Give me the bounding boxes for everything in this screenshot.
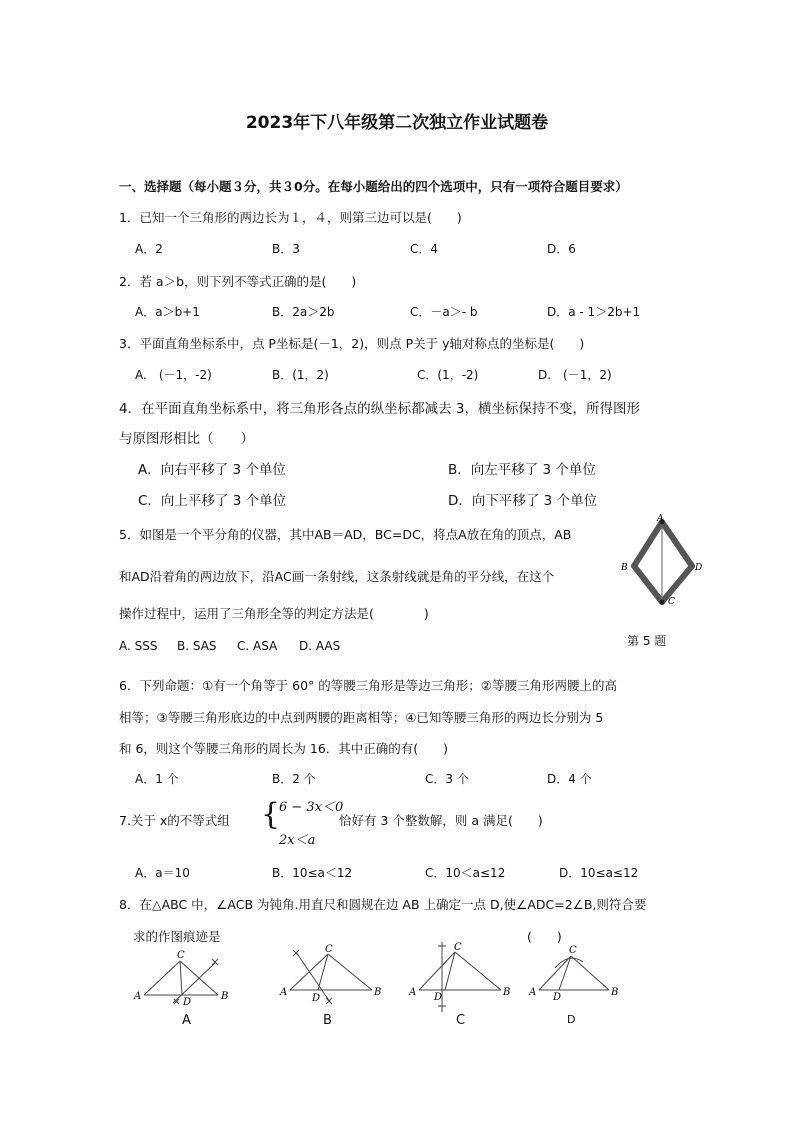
question-7-stem-right: 恰好有 3 个整数解，则 a 满足( ) bbox=[339, 813, 543, 828]
q5-option-b: B. SAS bbox=[177, 639, 217, 653]
question-5-line-2: 和AD沿着角的两边放下，沿AC画一条射线，这条射线就是角的平分线，在这个 bbox=[119, 569, 555, 584]
question-8-line-1: 8．在△ABC 中，∠ACB 为钝角.用直尺和圆规在边 AB 上确定一点 D,使∠ADC=2∠B,则符合要 bbox=[119, 897, 647, 912]
figure-5-caption: 第 5 题 bbox=[627, 634, 667, 648]
q4-option-b: B．向左平移了 3 个单位 bbox=[448, 462, 596, 478]
q4-option-a: A．向右平移了 3 个单位 bbox=[138, 462, 286, 478]
question-1-stem: 1．已知一个三角形的两边长为１，４，则第三边可以是( ) bbox=[119, 210, 462, 225]
fig-c-label-c: C bbox=[454, 942, 462, 953]
question-8-answer-paren: ( ) bbox=[527, 929, 562, 944]
q2-option-a: A．a＞b+1 bbox=[135, 305, 200, 319]
inequality-2: 2x＜a bbox=[279, 833, 316, 848]
figure-label-d: D bbox=[695, 563, 703, 573]
fig-b-label-c: C bbox=[325, 944, 333, 955]
question-6-line-2: 相等；③等腰三角形底边的中点到两腰的距离相等；④已知等腰三角形的两边长分别为 5 bbox=[119, 710, 604, 725]
q8-figure-d bbox=[525, 942, 625, 1007]
q3-option-a: A. (－1，-2) bbox=[135, 368, 212, 382]
inequality-brace: { bbox=[261, 797, 281, 832]
q2-option-b: B．2a＞2b bbox=[272, 305, 335, 319]
figure-label-b: B bbox=[621, 563, 628, 573]
fig-d-label-d: D bbox=[553, 992, 562, 1003]
fig-c-label-a: A bbox=[409, 987, 417, 998]
q1-option-a: A．2 bbox=[135, 242, 163, 256]
question-7-stem-left: 7.关于 x的不等式组 bbox=[119, 813, 230, 828]
q2-option-c: C．－a＞- b bbox=[410, 305, 478, 319]
question-8-line-2: 求的作图痕迹是 bbox=[133, 929, 221, 944]
question-6-line-3: 和 6，则这个等腰三角形的周长为 16．其中正确的有( ) bbox=[119, 741, 449, 756]
fig-b-label-b: B bbox=[374, 987, 382, 998]
q1-option-c: C．4 bbox=[410, 242, 439, 256]
q8-figure-c bbox=[405, 940, 520, 1015]
fig-a-label-a: A bbox=[134, 991, 142, 1002]
q7-option-d: D．10≤a≤12 bbox=[559, 866, 639, 880]
inequality-1: 6 − 3x＜0 bbox=[279, 800, 344, 815]
question-4-stem-line-1: 4．在平面直角坐标系中，将三角形各点的纵坐标都减去 3，横坐标保持不变，所得图形 bbox=[119, 401, 640, 417]
fig-a-label-d: D bbox=[183, 997, 192, 1008]
page-title: 2023年下八年级第二次独立作业试题卷 bbox=[245, 113, 549, 133]
q5-option-d: D. AAS bbox=[299, 639, 341, 653]
fig-c-label-b: B bbox=[503, 987, 511, 998]
q1-option-b: B．3 bbox=[272, 242, 300, 256]
fig-a-caption: A bbox=[182, 1013, 191, 1028]
figure-label-c: C bbox=[668, 597, 675, 607]
figure-label-a: A bbox=[657, 514, 664, 524]
fig-b-label-a: A bbox=[280, 987, 288, 998]
q4-option-c: C．向上平移了 3 个单位 bbox=[138, 493, 287, 509]
q8-figure-b bbox=[278, 942, 388, 1007]
fig-a-label-c: C bbox=[177, 950, 185, 961]
q2-option-d: D．a - 1＞2b+1 bbox=[547, 305, 641, 319]
fig-c-caption: C bbox=[456, 1013, 466, 1028]
q6-option-c: C．3 个 bbox=[425, 772, 469, 786]
q7-option-c: C．10＜a≤12 bbox=[425, 866, 506, 880]
fig-b-label-d: D bbox=[312, 993, 321, 1004]
q3-option-d: D. (－1，2) bbox=[538, 368, 612, 382]
angle-bisector-instrument-figure bbox=[615, 510, 715, 610]
q6-option-b: B．2 个 bbox=[272, 772, 316, 786]
q5-option-c: C. ASA bbox=[237, 639, 278, 653]
q1-option-d: D．6 bbox=[547, 242, 576, 256]
question-2-stem: 2．若 a＞b，则下列不等式正确的是( ) bbox=[119, 274, 357, 289]
fig-d-label-c: C bbox=[569, 945, 577, 956]
question-4-stem-line-2: 与原图形相比（ ） bbox=[119, 431, 254, 447]
q3-option-b: B．(1，2) bbox=[272, 368, 329, 382]
section-heading: 一、选择题（每小题３分，共３0分。在每小题给出的四个选项中，只有一项符合题目要求） bbox=[119, 179, 628, 194]
question-5-line-3: 操作过程中，运用了三角形全等的判定方法是( ) bbox=[119, 606, 429, 621]
q8-figure-a bbox=[130, 945, 240, 1010]
q4-option-d: D．向下平移了 3 个单位 bbox=[448, 493, 598, 509]
fig-b-caption: B bbox=[323, 1013, 332, 1028]
q7-option-b: B．10≤a＜12 bbox=[272, 866, 353, 880]
fig-a-label-b: B bbox=[221, 991, 229, 1002]
question-6-line-1: 6．下列命题：①有一个角等于 60° 的等腰三角形是等边三角形；②等腰三角形两腰上的高 bbox=[119, 678, 617, 693]
fig-d-label-a: A bbox=[529, 987, 537, 998]
fig-d-caption: D bbox=[567, 1013, 576, 1026]
q6-option-a: A．1 个 bbox=[135, 772, 179, 786]
fig-c-label-d: D bbox=[434, 992, 443, 1003]
question-5-line-1: 5．如图是一个平分角的仪器，其中AB＝AD，BC=DC，将点A放在角的顶点，AB bbox=[119, 527, 572, 542]
q3-option-c: C．(1，-2) bbox=[417, 368, 479, 382]
q7-option-a: A．a＝10 bbox=[135, 866, 190, 880]
q6-option-d: D．4 个 bbox=[547, 772, 592, 786]
question-3-stem: 3．平面直角坐标系中，点 P坐标是(－1，2)，则点 P关于 y轴对称点的坐标是( ) bbox=[119, 336, 585, 351]
fig-d-label-b: B bbox=[611, 987, 619, 998]
q5-option-a: A. SSS bbox=[119, 639, 158, 653]
